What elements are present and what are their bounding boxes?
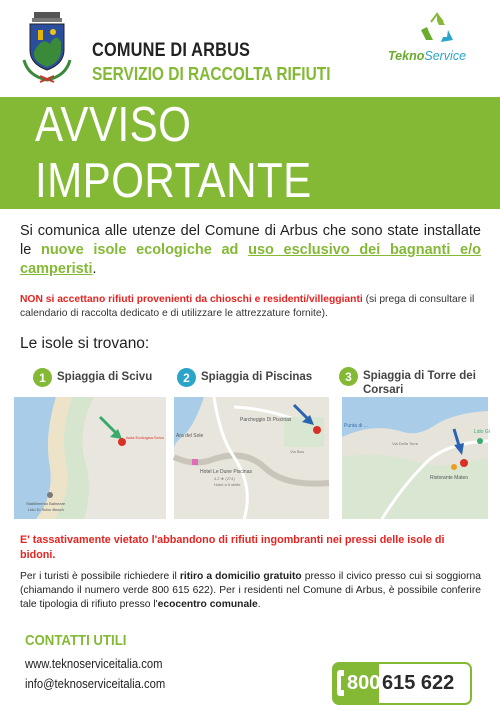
map-piscinas[interactable]	[174, 397, 329, 519]
number-badge-3: 3	[339, 367, 358, 386]
map-torre-dei-corsari[interactable]	[342, 397, 488, 519]
map-1-label-1: Isola Ecologica Scivu	[126, 435, 164, 440]
warning-text: E' tassativamente vietato l'abbandono di rifiuti ingombranti nei pressi delle isole di bidoni.	[20, 534, 445, 561]
map-scivu[interactable]	[14, 397, 166, 519]
number-badge-2: 2	[177, 368, 196, 387]
map-1-label-3: Lido Di Scivu Beach	[28, 507, 64, 512]
isole-intro: Le isole si trovano:	[20, 335, 150, 352]
servizio-title: SERVIZIO DI RACCOLTA RIFIUTI	[92, 64, 331, 84]
map-1-label-2: Stabilimento Balneare	[26, 501, 66, 506]
map-2-label-4: 4.2 ★ (274)	[214, 476, 235, 481]
map-3-label-4: Via Della Torre	[392, 441, 419, 446]
number-badge-1: 1	[33, 368, 52, 387]
website-link[interactable]: www.teknoserviceitalia.com	[25, 657, 163, 671]
map-2-label-5: Hotel a 5 stelle	[214, 482, 241, 487]
location-2-label: Spiaggia di Piscinas	[201, 371, 313, 383]
teknoservice-logo: TeknoService	[388, 49, 467, 63]
map-3-label-2: Lido Gi	[474, 429, 490, 435]
comune-title: COMUNE DI ARBUS	[92, 40, 251, 61]
notice-paragraph: NON si accettano rifiuti provenienti da chioschi e residenti/villeggianti (si prega di consultare il calendario di raccolta dedicato e di utilizzare le attrezzature fornite).	[20, 294, 475, 319]
banner-title: AVVISO IMPORTANTE	[35, 98, 312, 208]
contatti-title: CONTATTI UTILI	[25, 632, 127, 649]
map-2-label-2: Ara del Sole	[176, 433, 204, 439]
intro-paragraph: Si comunica alle utenze del Comune di Arbus che sono state installate le nuove isole ecologiche ad uso esclusivo dei bagnanti e/o camperisti.	[20, 223, 481, 277]
phone-number: 615 622	[382, 672, 455, 694]
map-2-label-1: Parcheggio Di Piscinas	[240, 417, 292, 423]
location-2	[177, 368, 337, 387]
location-1-label: Spiaggia di Scivu	[57, 371, 153, 383]
map-2-label-3: Hotel Le Dune Piscinas	[200, 469, 252, 475]
email-link[interactable]: info@teknoserviceitalia.com	[25, 677, 166, 691]
location-3-label: Spiaggia di Torre dei Corsari	[363, 370, 476, 396]
location-3	[339, 367, 489, 397]
location-1	[33, 368, 173, 387]
tourists-paragraph: Per i turisti è possibile richiedere il ritiro a domicilio gratuito presso il civico presso cui si soggiorna (chiamando il numero verde 800 615 622). Per i residenti nel Comune di Arbus, è possibile conferire tale tipologia di rifiuto presso l'ecocentro comunale.	[20, 571, 482, 610]
municipal-crest-icon	[20, 10, 74, 84]
map-2-label-6: Via Bau	[290, 449, 304, 454]
phone-prefix: 800	[347, 672, 381, 694]
recycle-triangle-icon	[415, 6, 459, 50]
map-3-label-3: Ristorante Mateo	[430, 475, 469, 481]
map-3-label-1: Punta di ...	[344, 423, 368, 429]
